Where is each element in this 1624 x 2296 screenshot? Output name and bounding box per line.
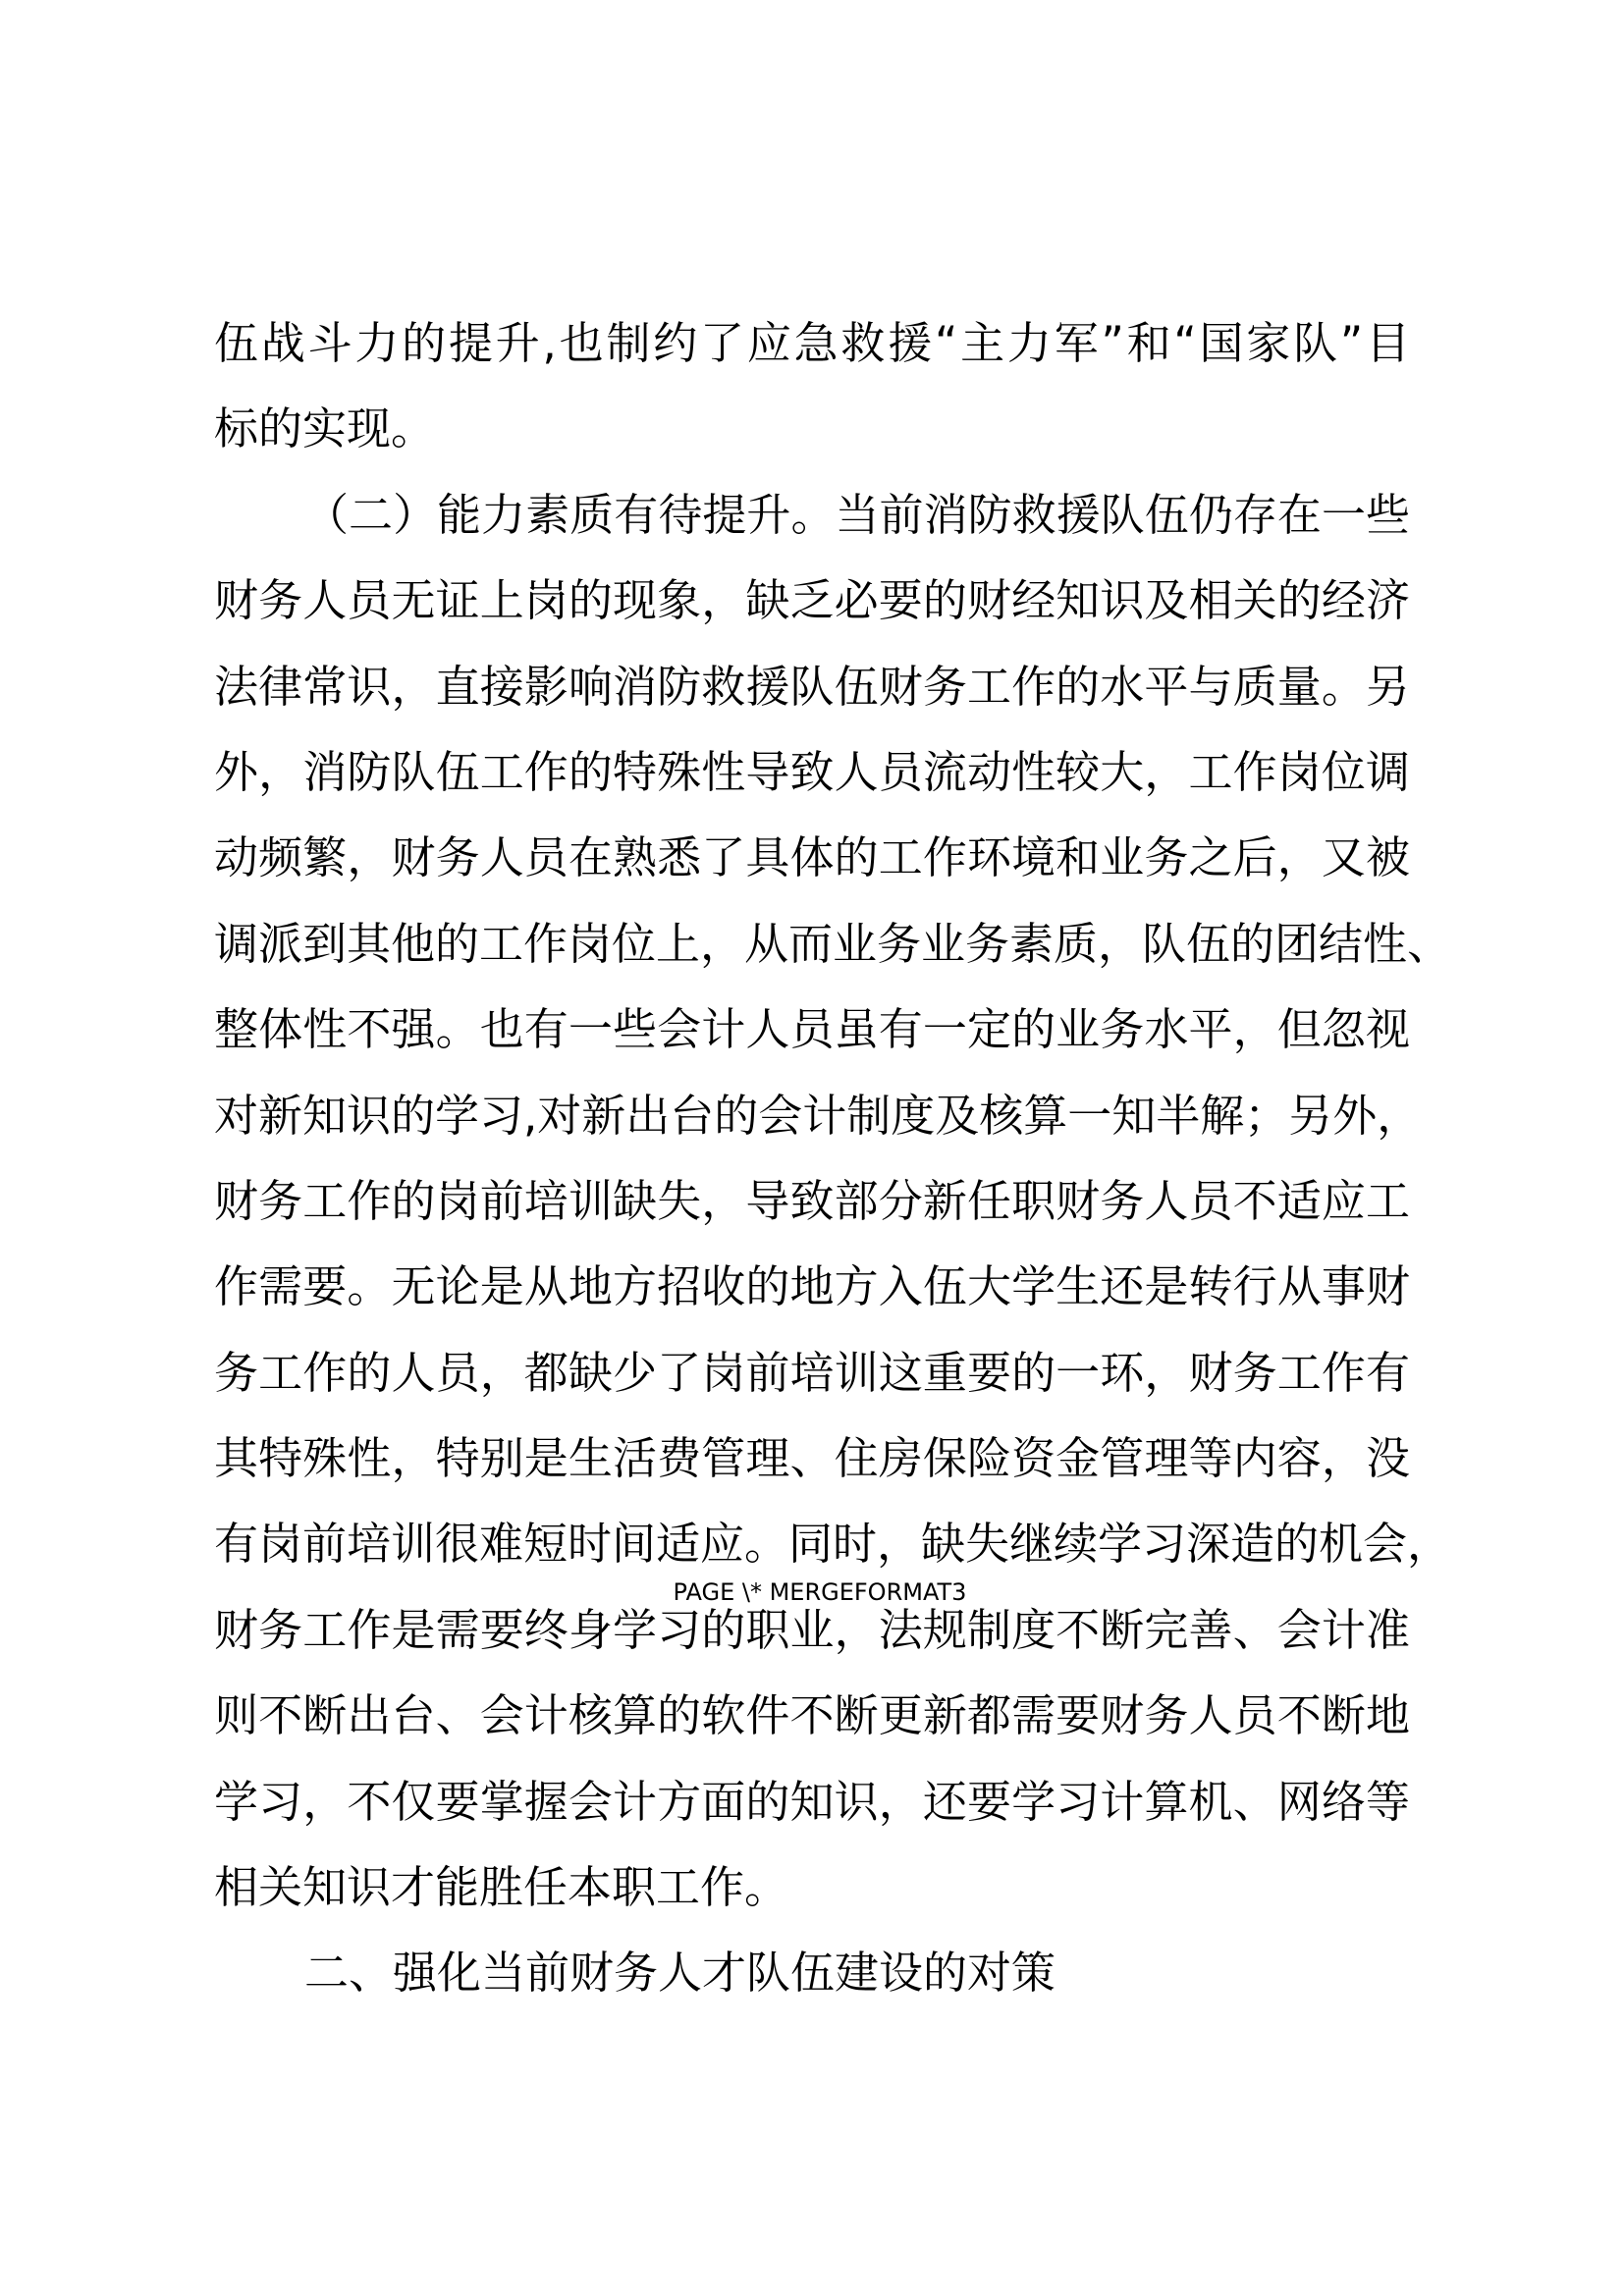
text-line: 对新知识的学习,对新出台的会计制度及核算一知半解；另外， [214,1089,1422,1142]
section-heading: 二、强化当前财务人才队伍建设的对策 [304,1947,1056,2000]
text-line: 动频繁，财务人员在熟悉了具体的工作环境和业务之后，又被 [214,831,1410,884]
text-line: 整体性不强。也有一些会计人员虽有一定的业务水平，但忽视 [214,1003,1410,1056]
text-line: 伍战斗力的提升,也制约了应急救援“主力军”和“国家队”目 [214,317,1410,369]
text-line: 有岗前培训很难短时间适应。同时，缺失继续学习深造的机会， [214,1518,1452,1571]
text-line: 法律常识，直接影响消防救援队伍财务工作的水平与质量。另 [214,660,1410,713]
text-line: 相关知识才能胜任本职工作。 [214,1861,789,1914]
text-line: 其特殊性，特别是生活费管理、住房保险资金管理等内容，没 [214,1432,1410,1485]
text-line: 标的实现。 [214,402,436,455]
text-line: 作需要。无论是从地方招收的地方入伍大学生还是转行从事财 [214,1260,1410,1313]
section-subheading-line: （二）能力素质有待提升。当前消防救援队伍仍存在一些 [304,488,1410,541]
text-line: 则不断出台、会计核算的软件不断更新都需要财务人员不断地 [214,1689,1410,1742]
text-line: 财务工作的岗前培训缺失，导致部分新任职财务人员不适应工 [214,1174,1410,1227]
text-line: 调派到其他的工作岗位上，从而业务业务素质，队伍的团结性、 [214,917,1452,970]
document-body [214,300,1452,2016]
page-footer-field: PAGE \* MERGEFORMAT3 [673,1578,967,1606]
text-line: 务工作的人员，都缺少了岗前培训这重要的一环，财务工作有 [214,1346,1410,1399]
text-line: 财务人员无证上岗的现象，缺乏必要的财经知识及相关的经济 [214,574,1410,627]
text-line: 学习，不仅要掌握会计方面的知识，还要学习计算机、网络等 [214,1775,1410,1828]
text-line: 财务工作是需要终身学习的职业，法规制度不断完善、会计准 [214,1603,1410,1656]
text-line: 外，消防队伍工作的特殊性导致人员流动性较大，工作岗位调 [214,745,1410,798]
